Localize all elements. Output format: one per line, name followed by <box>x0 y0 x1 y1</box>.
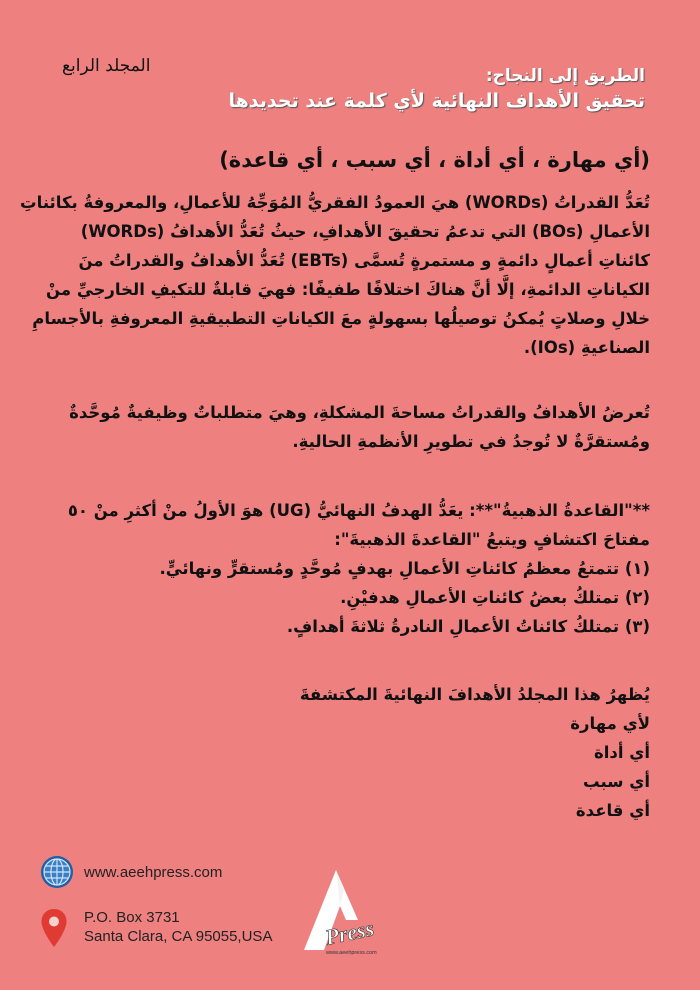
paragraph-line: خلالِ وصلاتٍ يُمكنُ توصيلُها بسهولةٍ معَ الكياناتِ التطبيقيةِ المعروفةِ بالأجسامِ <box>32 309 650 328</box>
press-logo <box>296 868 386 960</box>
list-item: لأي مهارة <box>570 714 650 733</box>
paragraph-3 <box>45 496 650 641</box>
list-item: (٣) تمتلكُ كائناتُ الأعمالِ النادرةُ ثلاثةَ أهدافٍ. <box>286 617 650 636</box>
paragraph-4 <box>45 680 650 825</box>
list-item: (١) تتمتعُ معظمُ كائناتِ الأعمالِ بهدفٍ مُوحَّدٍ ومُستقرٍّ ونهائيٍّ. <box>159 559 650 578</box>
paragraph-line: **"القاعدةُ الذهبيةُ"**: يعَدُّ الهدفُ النهائيُّ (UG) هوَ الأولُ منْ أكثرِ منْ ٥٠ <box>67 501 650 520</box>
paragraph-line: يُظهرُ هذا المجلدُ الأهدافَ النهائيةَ المكتشفةَ <box>299 685 650 704</box>
postal-address <box>84 908 272 946</box>
volume-label: المجلد الرابع <box>62 56 151 76</box>
subtitle: (أي مهارة ، أي أداة ، أي سبب ، أي قاعدة) <box>219 148 650 172</box>
address-line-2: Santa Clara, CA 95055,USA <box>84 928 273 945</box>
paragraph-1 <box>20 188 650 362</box>
list-item: أي سبب <box>583 772 650 791</box>
globe-icon <box>40 855 74 889</box>
paragraph-line: كائناتِ أعمالٍ دائمةٍ و مستمرةٍ تُسمَّى (EBTs) تُعَدُّ الأهدافُ والقدراتُ منَ <box>78 251 650 270</box>
paragraph-line: الأعمالِ (BOs) التي تدعمُ تحقيقَ الأهدافِ، حيثُ تُعَدُّ الأهدافُ (WORDs) <box>80 222 650 241</box>
list-item: أي أداة <box>593 743 650 762</box>
paragraph-line: تُعَدُّ القدراتُ (WORDs) هيَ العمودُ الفقريُّ المُوَجِّهُ للأعمالِ، والمعروفةُ بكائناتِ <box>20 193 650 212</box>
list-item: أي قاعدة <box>575 801 650 820</box>
title-line-1: الطريق إلى النجاح: <box>485 66 645 86</box>
list-item: (٢) تمتلكُ بعضُ كائناتِ الأعمالِ هدفيْنِ. <box>340 588 650 607</box>
title-block <box>85 66 645 112</box>
title-line-2: تحقيق الأهداف النهائية لأي كلمة عند تحديدها <box>228 90 645 112</box>
address-line-1: P.O. Box 3731 <box>84 909 180 926</box>
address-row <box>40 908 272 948</box>
location-pin-icon <box>40 908 68 948</box>
logo-text: Press <box>323 915 377 950</box>
paragraph-line: مفتاحَ اكتشافٍ ويتبعُ "القاعدةَ الذهبيةَ": <box>334 530 650 549</box>
website-row <box>40 855 222 889</box>
paragraph-line: الكياناتِ الدائمةِ، إلَّا أنَّ هناكَ اختلافًا طفيفًا: فهيَ قابلةٌ للتكيفِ الخارجيِّ منْ <box>46 280 650 299</box>
paragraph-line: ومُستقرَّةٌ لا تُوجدُ في تطويرِ الأنظمةِ الحاليةِ. <box>292 432 650 451</box>
paragraph-2 <box>45 398 650 456</box>
website-link[interactable]: www.aeehpress.com <box>84 863 223 881</box>
paragraph-line: الصناعيةِ (IOs). <box>523 338 650 357</box>
logo-url: www.aeehpress.com <box>326 950 377 956</box>
paragraph-line: تُعرضُ الأهدافُ والقدراتُ مساحةَ المشكلةِ، وهيَ متطلباتٌ وظيفيةٌ مُوحَّدةٌ <box>69 403 650 422</box>
